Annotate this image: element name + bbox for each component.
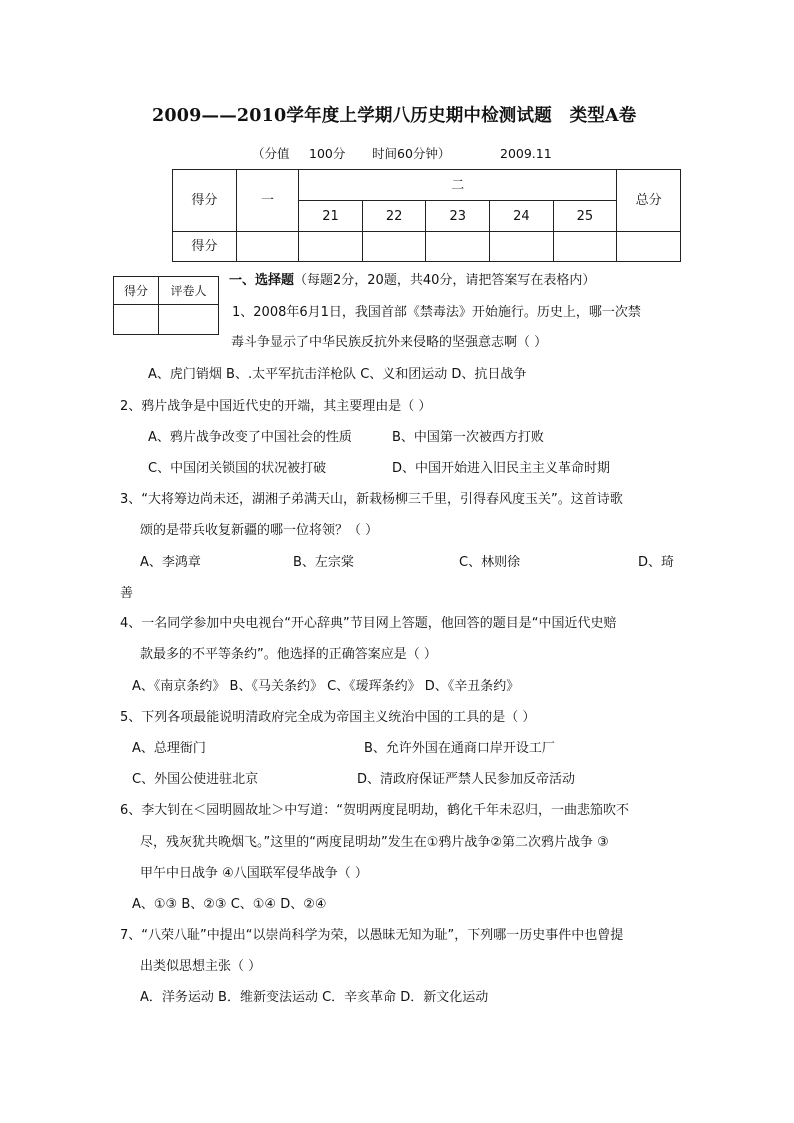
question-7-options: A．洋务运动 B．维新变法运动 C．辛亥革命 D．新文化运动 — [140, 990, 489, 1005]
question-7-line-1: 7、“八荣八耻”中提出“以崇尚科学为荣，以愚昧无知为耻”，下列哪一历史事件中也曾提 — [120, 928, 624, 943]
question-number-cell: 24 — [490, 201, 554, 232]
question-1-line-2: 毒斗争显示了中华民族反抗外来侵略的坚强意志啊（ ） — [231, 335, 548, 350]
score-input-cell[interactable] — [490, 232, 554, 262]
grader-score-cell[interactable] — [114, 305, 159, 335]
question-number-cell: 25 — [553, 201, 617, 232]
score-row-label: 得分 — [173, 170, 237, 232]
question-3-option-b: B、左宗棠 — [293, 555, 354, 570]
question-number-cell: 23 — [426, 201, 490, 232]
score-input-cell[interactable] — [236, 232, 299, 262]
question-6-line-2: 尽，残灰犹共晚烟飞。”这里的“两度昆明劫”发生在①鸦片战争②第二次鸦片战争 ③ — [140, 835, 609, 850]
question-6-line-3: 甲午中日战争 ④八国联军侵华战争（ ） — [140, 866, 368, 881]
section-instructions: （每题2分，20题，共40分，请把答案写在表格内） — [294, 273, 596, 288]
question-3-option-d: D、琦 — [638, 555, 675, 570]
question-4-line-2: 款最多的不平等条约”。他选择的正确答案应是（ ） — [140, 647, 437, 662]
grader-name-cell[interactable] — [159, 305, 219, 335]
score-row-label: 得分 — [173, 232, 237, 262]
question-5-option-b: B、允许外国在通商口岸开设工厂 — [364, 741, 555, 756]
question-3-option-c: C、林则徐 — [459, 555, 521, 570]
section-title: 一、选择题 — [229, 273, 295, 288]
question-1-options: A、虎门销烟 B、.太平军抗击洋枪队 C、义和团运动 D、抗日战争 — [148, 367, 527, 382]
question-7-line-2: 出类似思想主张（ ） — [140, 959, 262, 974]
section-heading — [229, 274, 595, 287]
question-1-line-1: 1、2008年6月1日，我国首部《禁毒法》开始施行。历史上，哪一次禁 — [232, 305, 641, 320]
score-input-cell[interactable] — [617, 232, 681, 262]
question-5-option-a: A、总理衙门 — [132, 741, 206, 756]
question-number-cell: 21 — [299, 201, 363, 232]
score-input-cell[interactable] — [362, 232, 426, 262]
question-2-option-b: B、中国第一次被西方打败 — [392, 430, 544, 445]
question-6-line-1: 6、李大钊在＜园明圆故址＞中写道：“贺明两度昆明劫，鹤化千年未忍归，一曲悲笳吹不 — [120, 803, 630, 818]
score-input-cell[interactable] — [299, 232, 363, 262]
question-3-line-2: 颂的是带兵收复新疆的哪一位将领？（ ） — [140, 523, 379, 538]
grader-box — [113, 276, 219, 335]
question-2-option-a: A、鸦片战争改变了中国社会的性质 — [148, 430, 352, 445]
question-2-line-1: 2、鸦片战争是中国近代史的开端，其主要理由是（ ） — [120, 399, 432, 414]
question-5-option-d: D、清政府保证严禁人民参加反帝活动 — [357, 772, 576, 787]
question-2-option-c: C、中国闭关锁国的状况被打破 — [148, 461, 327, 476]
question-3-option-d-wrap: 善 — [120, 586, 134, 601]
question-5-line-1: 5、下列各项最能说明清政府完全成为帝国主义统治中国的工具的是（ ） — [120, 710, 536, 725]
total-header: 总分 — [617, 170, 681, 232]
question-number-cell: 22 — [362, 201, 426, 232]
score-value: 100分 — [309, 146, 346, 161]
question-3-line-1: 3、“大将筹边尚未还，湖湘子弟满天山，新栽杨柳三千里，引得春风度玉关”。这首诗歌 — [120, 492, 623, 507]
question-6-options: A、①③ B、②③ C、①④ D、②④ — [132, 897, 327, 912]
question-5-option-c: C、外国公使进驻北京 — [132, 772, 259, 787]
exam-date: 2009.11 — [500, 146, 552, 161]
page-title: 2009——2010学年度上学期八历史期中检测试题 类型A卷 — [152, 106, 637, 126]
question-3-option-a: A、李鸿章 — [140, 555, 201, 570]
grader-score-label: 得分 — [114, 277, 159, 305]
score-table — [172, 169, 681, 262]
time-label: 时间60分钟） — [372, 146, 451, 161]
score-input-cell[interactable] — [426, 232, 490, 262]
question-4-options: A、《南京条约》 B、《马关条约》 C、《瑷珲条约》 D、《辛丑条约》 — [132, 679, 520, 694]
question-2-option-d: D、中国开始进入旧民主主义革命时期 — [392, 461, 611, 476]
score-label: （分值 — [252, 146, 290, 161]
score-input-cell[interactable] — [553, 232, 617, 262]
section-two-header: 二 — [299, 170, 617, 201]
question-4-line-1: 4、一名同学参加中央电视台“开心辞典”节目网上答题，他回答的题目是“中国近代史赔 — [120, 616, 617, 631]
grader-label: 评卷人 — [159, 277, 219, 305]
section-one-header: 一 — [236, 170, 299, 232]
